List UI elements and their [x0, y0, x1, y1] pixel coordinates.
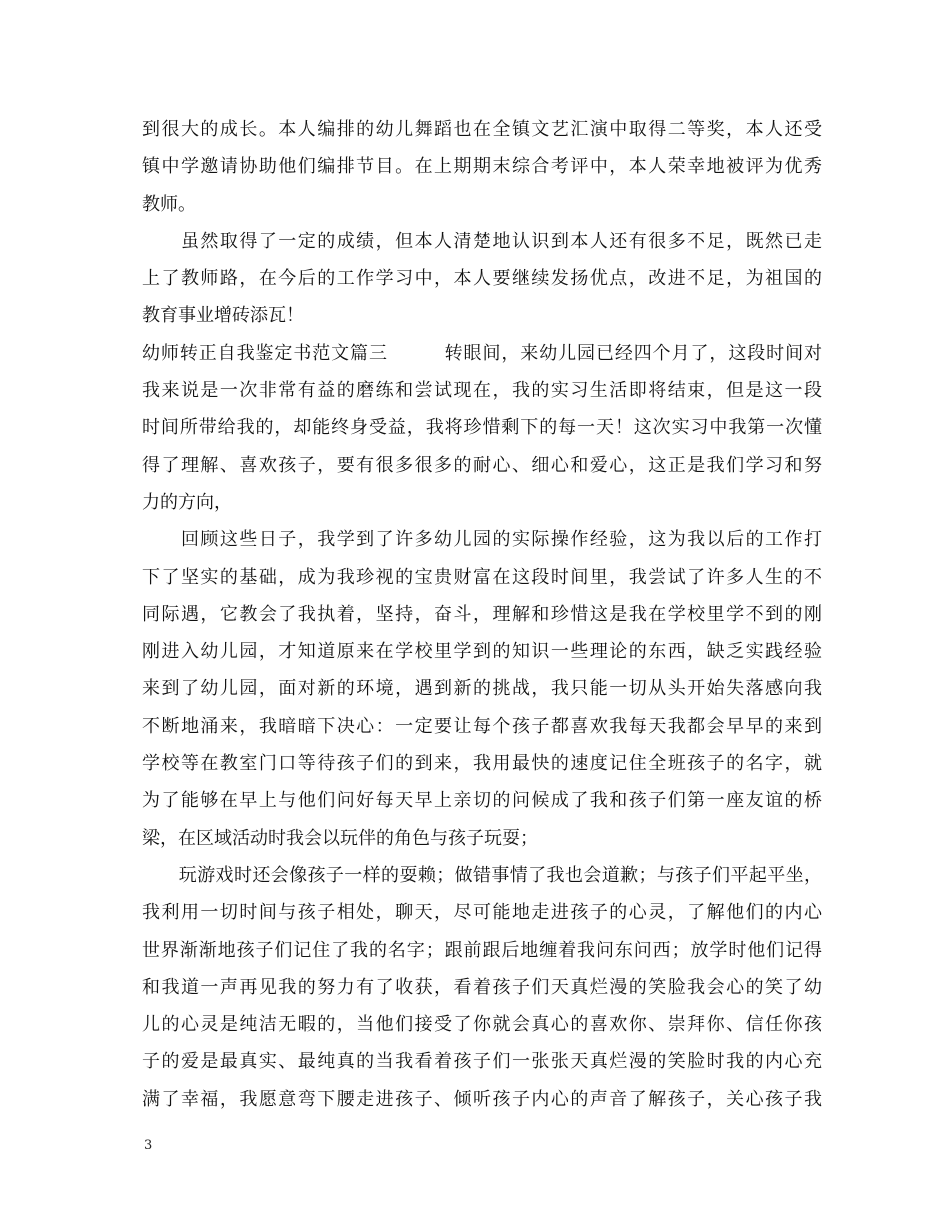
- text-line: 来到了幼儿园，面对新的环境，遇到新的挑战，我只能一切从头开始失落感向我: [142, 678, 822, 700]
- text-line: 刚进入幼儿园，才知道原来在学校里学到的知识一些理论的东西，缺乏实践经验: [142, 641, 822, 663]
- text-line: 到很大的成长。本人编排的幼儿舞蹈也在全镇文艺汇演中取得二等奖，本人还受: [142, 119, 822, 140]
- text-line: 梁，在区域活动时我会以玩伴的角色与孩子玩耍；: [142, 827, 538, 849]
- text-line: 镇中学邀请协助他们编排节目。在上期期末综合考评中，本人荣幸地被评为优秀: [142, 156, 822, 178]
- text-line: 和我道一声再见我的努力有了收获，看着孩子们天真烂漫的笑脸我会心的笑了幼: [142, 976, 822, 998]
- text-line: 得了理解、喜欢孩子，要有很多很多的耐心、细心和爱心，这正是我们学习和努: [142, 454, 822, 476]
- text-line: 学校等在教室门口等待孩子们的到来，我用最快的速度记住全班孩子的名字，就: [142, 753, 822, 775]
- text-line: 教育事业增砖添瓦！: [142, 305, 304, 327]
- text-line: 不断地涌来，我暗暗下决心：一定要让每个孩子都喜欢我每天我都会早早的来到: [142, 715, 822, 737]
- text-line: 满了幸福，我愿意弯下腰走进孩子、倾听孩子内心的声音了解孩子，关心孩子我: [142, 1088, 822, 1110]
- text-line: 子的爱是最真实、最纯真的当我看着孩子们一张张天真烂漫的笑脸时我的内心充: [142, 1051, 822, 1073]
- text-line: 力的方向，: [142, 491, 232, 513]
- text-line: 我来说是一次非常有益的磨练和尝试现在，我的实习生活即将结束，但是这一段: [142, 380, 822, 402]
- text-line: 我利用一切时间与孩子相处，聊天，尽可能地走进孩子的心灵，了解他们的内心: [142, 902, 822, 924]
- text-line: 时间所带给我的，却能终身受益，我将珍惜剩下的每一天！这次实习中我第一次懂: [142, 417, 822, 439]
- text-line: 虽然取得了一定的成绩，但本人清楚地认识到本人还有很多不足，既然已走: [142, 230, 822, 252]
- text-line: 下了坚实的基础，成为我珍视的宝贵财富在这段时间里，我尝试了许多人生的不: [142, 566, 822, 588]
- text-line: 回顾这些日子，我学到了许多幼儿园的实际操作经验，这为我以后的工作打: [142, 529, 822, 551]
- text-line: 儿的心灵是纯洁无暇的，当他们接受了你就会真心的喜欢你、崇拜你、信任你孩: [142, 1014, 822, 1036]
- text-line: 玩游戏时还会像孩子一样的耍赖；做错事情了我也会道歉；与孩子们平起平坐，: [142, 864, 822, 886]
- text-line: 为了能够在早上与他们问好每天早上亲切的问候成了我和孩子们第一座友谊的桥: [142, 790, 822, 812]
- text-line: 上了教师路，在今后的工作学习中，本人要继续发扬优点，改进不足，为祖国的: [142, 268, 822, 290]
- body-text: [142, 111, 822, 1118]
- page-number: 3: [144, 1138, 153, 1153]
- section-heading-line: 幼师转正自我鉴定书范文篇三 转眼间，来幼儿园已经四个月了，这段时间对: [142, 342, 822, 364]
- text-line: 教师。: [142, 193, 196, 215]
- text-line: 同际遇，它教会了我执着，坚持，奋斗，理解和珍惜这是我在学校里学不到的刚: [142, 603, 822, 625]
- text-line: 世界渐渐地孩子们记住了我的名字；跟前跟后地缠着我问东问西；放学时他们记得: [142, 939, 822, 961]
